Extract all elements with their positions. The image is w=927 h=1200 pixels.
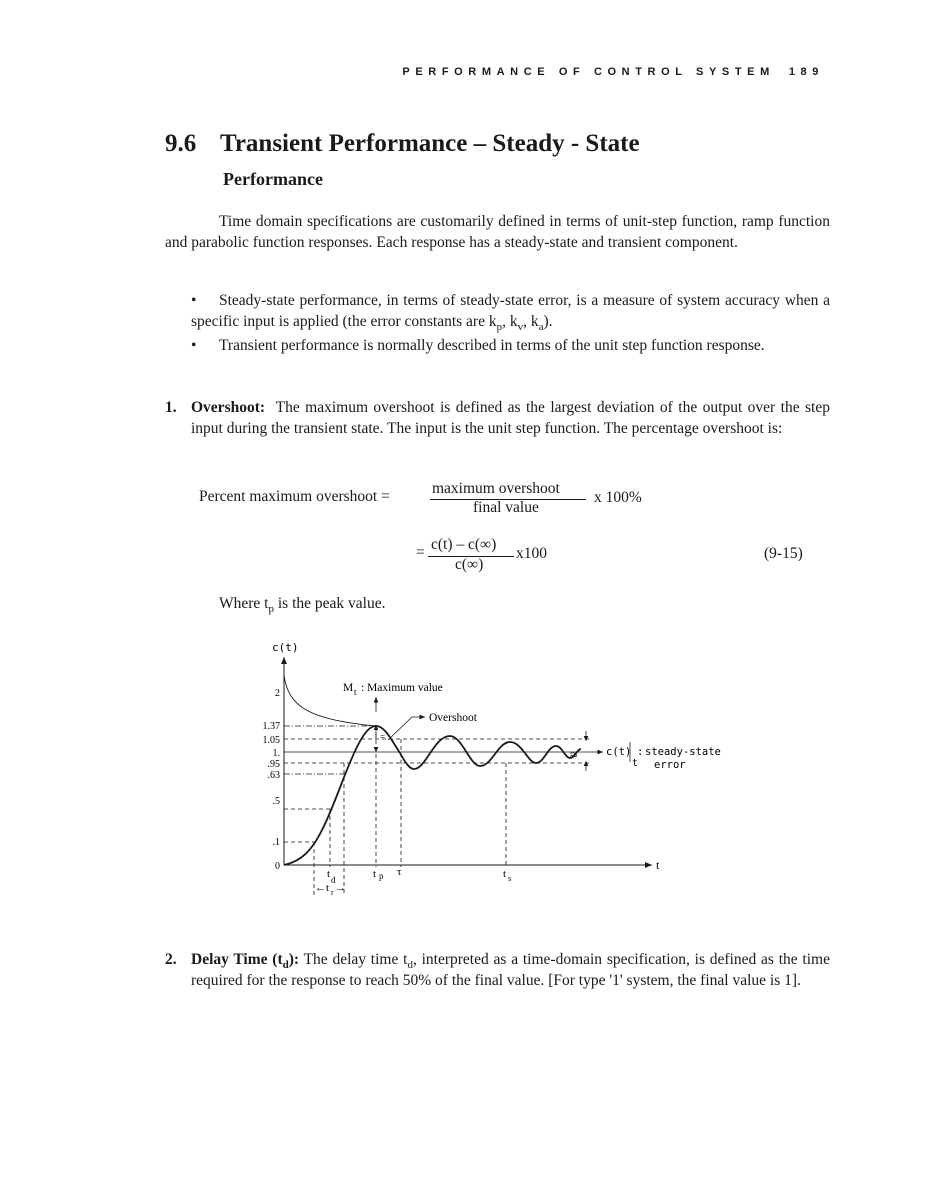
tr-sub: r: [331, 888, 334, 897]
ts-sub: s: [508, 874, 512, 883]
overshoot-text: The maximum overshoot is defined as the largest deviation of the output over the step input during the transient state. The input is the unit step function. The percentage overshoot is:: [191, 399, 830, 437]
eq2-denominator: c(∞): [455, 556, 484, 573]
formula-denominator: final value: [473, 499, 539, 516]
overshoot-label: Overshoot: [429, 712, 477, 724]
delay-text-sub: d: [407, 959, 413, 971]
delay-term-sub: d: [282, 959, 289, 971]
bullet-text: Steady-state performance, in terms of steady-state error, is a measure of system accuracy when a specific input is applied (the error constants are k: [191, 292, 830, 330]
td-label: t: [327, 868, 331, 880]
step-response-plot: [240, 635, 721, 910]
delay-term-end: ):: [288, 951, 300, 968]
overshoot-term: Overshoot:: [191, 399, 266, 416]
where-rest: is the peak value.: [277, 595, 386, 612]
y-tick-label: 1.05: [262, 735, 280, 746]
delay-term: [191, 951, 300, 971]
y-tick-label: 0: [275, 861, 280, 872]
tp-label: t: [373, 868, 377, 880]
ts-label: t: [503, 868, 507, 880]
bullet-dot: •: [191, 292, 197, 309]
y-tick-label: 1.37: [262, 721, 280, 732]
td-sub: d: [331, 875, 336, 885]
section-title: Transient Performance – Steady - State: [220, 130, 640, 157]
y-tick-label: .5: [272, 796, 280, 807]
kv-subscript: v: [517, 321, 524, 333]
tr-label: ←t: [315, 882, 330, 894]
ka-subscript: a: [538, 321, 544, 333]
delay-text-1: The delay time t: [303, 951, 408, 968]
overshoot-item: [165, 397, 830, 439]
x-axis-label: t: [656, 858, 660, 872]
kp-subscript: p: [496, 321, 503, 333]
section-number: 9.6: [165, 130, 197, 157]
overshoot-equals: =: [380, 732, 386, 742]
approx-icon: ≈: [570, 748, 578, 763]
intro-paragraph: Time domain specifications are customarily defined in terms of unit-step function, ramp function and parabolic function responses. Each response has a steady-state and transient component.: [165, 213, 830, 251]
equation-number: (9-15): [764, 545, 803, 562]
tp-sub: p: [379, 871, 384, 881]
y-tick-label: 1.: [272, 748, 280, 759]
y-axis-label: c(t): [272, 641, 299, 654]
y-tick-label: 2: [275, 688, 280, 699]
running-header: [402, 66, 824, 78]
ss-colon: :: [637, 746, 644, 758]
where-line: [219, 595, 385, 613]
delay-term-text: Delay Time (t: [191, 951, 283, 968]
y-tick-label: .63: [267, 770, 280, 781]
ss-t-label: t: [632, 758, 639, 769]
page-number: 189: [788, 66, 824, 78]
ss-c-label: c(t): [606, 746, 632, 758]
ss-label-line2: error: [654, 759, 686, 771]
section-subtitle: Performance: [223, 169, 323, 189]
response-curve: [284, 726, 581, 865]
step-response-figure: [240, 635, 721, 915]
bullet-transient: [191, 335, 830, 356]
section-heading: [165, 130, 640, 158]
bullet-text: Transient performance is normally described in terms of the unit step function response.: [219, 337, 765, 354]
running-title: PERFORMANCE OF CONTROL SYSTEM: [402, 66, 775, 78]
y-tick-label: .1: [272, 837, 280, 848]
max-value-label: : Maximum value: [361, 682, 443, 694]
eq2-equals: =: [416, 544, 425, 561]
eq2-numerator: c(t) – c(∞): [431, 536, 497, 553]
max-value-m: M: [343, 682, 354, 694]
delay-time-item: [165, 949, 830, 991]
eq2-multiplier: x100: [516, 545, 547, 562]
y-tick-label: .95: [267, 759, 280, 770]
max-value-sub: t: [354, 687, 357, 697]
formula-multiplier: x 100%: [594, 489, 642, 506]
bullet-dot: •: [191, 337, 197, 354]
formula-numerator: maximum overshoot: [432, 480, 560, 497]
ss-label-line1: steady-state: [645, 746, 721, 758]
tau-label: τ: [397, 866, 402, 878]
item-number: 2.: [165, 951, 177, 968]
item-number: 1.: [165, 399, 177, 416]
tr-arrow: →: [335, 882, 346, 894]
overshoot-leader: [388, 717, 425, 740]
formula-lhs: Percent maximum overshoot =: [199, 488, 390, 505]
tp-subscript: p: [268, 603, 274, 615]
bullet-steady-state: • Steady-state performance, in terms of steady-state error, is a measure of system accuracy when a specific input is applied (the error constants are $k_p$, $k_v$, $k_a$).: [191, 292, 830, 333]
delay-text-2: , interpreted as a time-domain specification, is defined as the time required for the response to reach 50% of the final value. [For type '1' system, the final value is 1].: [191, 951, 830, 989]
where-text: Where t: [219, 595, 269, 612]
